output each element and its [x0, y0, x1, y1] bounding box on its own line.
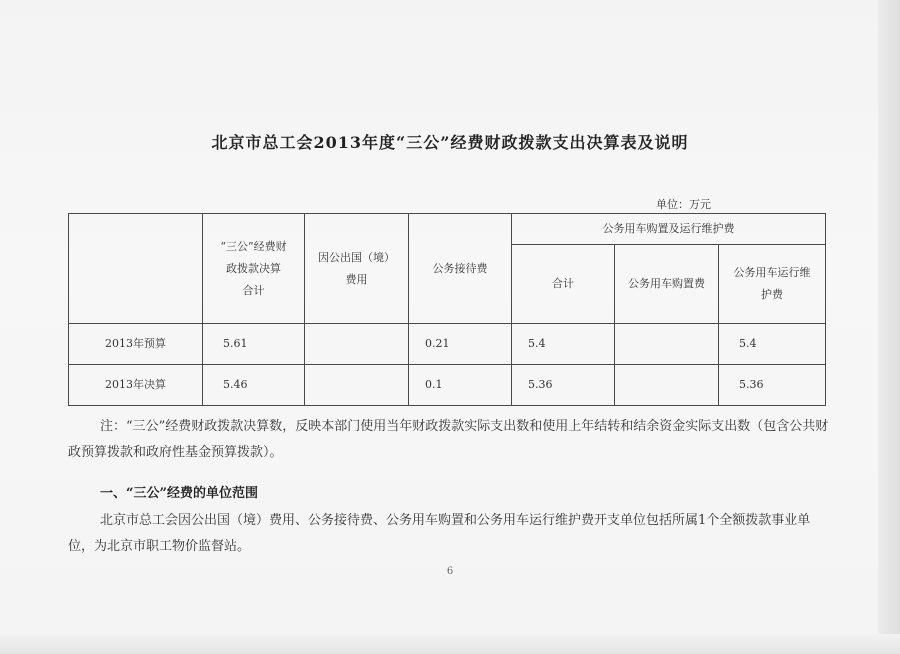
header-vehicle-purchase: 公务用车购置费	[615, 245, 719, 324]
header-reception: 公务接待费	[409, 214, 512, 324]
cell-operation: 5.4	[719, 324, 826, 365]
cell-purchase	[615, 324, 719, 365]
cell-vehicle-total: 5.4	[512, 324, 615, 365]
row-label: 2013年预算	[69, 324, 203, 365]
cell-total: 5.46	[203, 365, 305, 406]
cell-abroad	[305, 324, 409, 365]
cell-abroad	[305, 365, 409, 406]
cell-reception: 0.21	[409, 324, 512, 365]
header-vehicle-operation: 公务用车运行维 护费	[719, 245, 826, 324]
page-number: 6	[446, 566, 454, 577]
cell-purchase	[615, 365, 719, 406]
cell-reception: 0.1	[409, 365, 512, 406]
document-title: 北京市总工会2013年度“三公”经费财政拨款支出决算表及说明	[211, 133, 689, 152]
expense-table	[68, 213, 826, 406]
header-vehicle-total: 合计	[512, 245, 615, 324]
table-note: 注：“三公”经费财政拨款决算数，反映本部门使用当年财政拨款实际支出数和使用上年结转和结余资金实际支出数（包含公共财政预算拨款和政府性基金预算拨款）。	[68, 419, 829, 460]
cell-total: 5.61	[203, 324, 305, 365]
header-total: “三公”经费财 政拨款决算 合计	[203, 214, 305, 324]
row-label: 2013年决算	[69, 365, 203, 406]
cell-vehicle-total: 5.36	[512, 365, 615, 406]
table-row	[69, 324, 826, 365]
unit-label: 单位：万元	[656, 198, 711, 211]
scan-edge-right	[878, 0, 900, 654]
header-blank-cell	[69, 214, 203, 324]
table-row	[69, 365, 826, 406]
header-vehicle-group: 公务用车购置及运行维护费	[512, 214, 826, 245]
section-heading: 一、“三公”经费的单位范围	[100, 486, 258, 501]
section-paragraph: 北京市总工会因公出国（境）费用、公务接待费、公务用车购置和公务用车运行维护费开支单位包括所属1个全额拨款事业单位，为北京市职工物价监督站。	[68, 513, 811, 554]
cell-operation: 5.36	[719, 365, 826, 406]
scan-edge-bottom	[0, 634, 900, 654]
header-abroad: 因公出国（境） 费用	[305, 214, 409, 324]
